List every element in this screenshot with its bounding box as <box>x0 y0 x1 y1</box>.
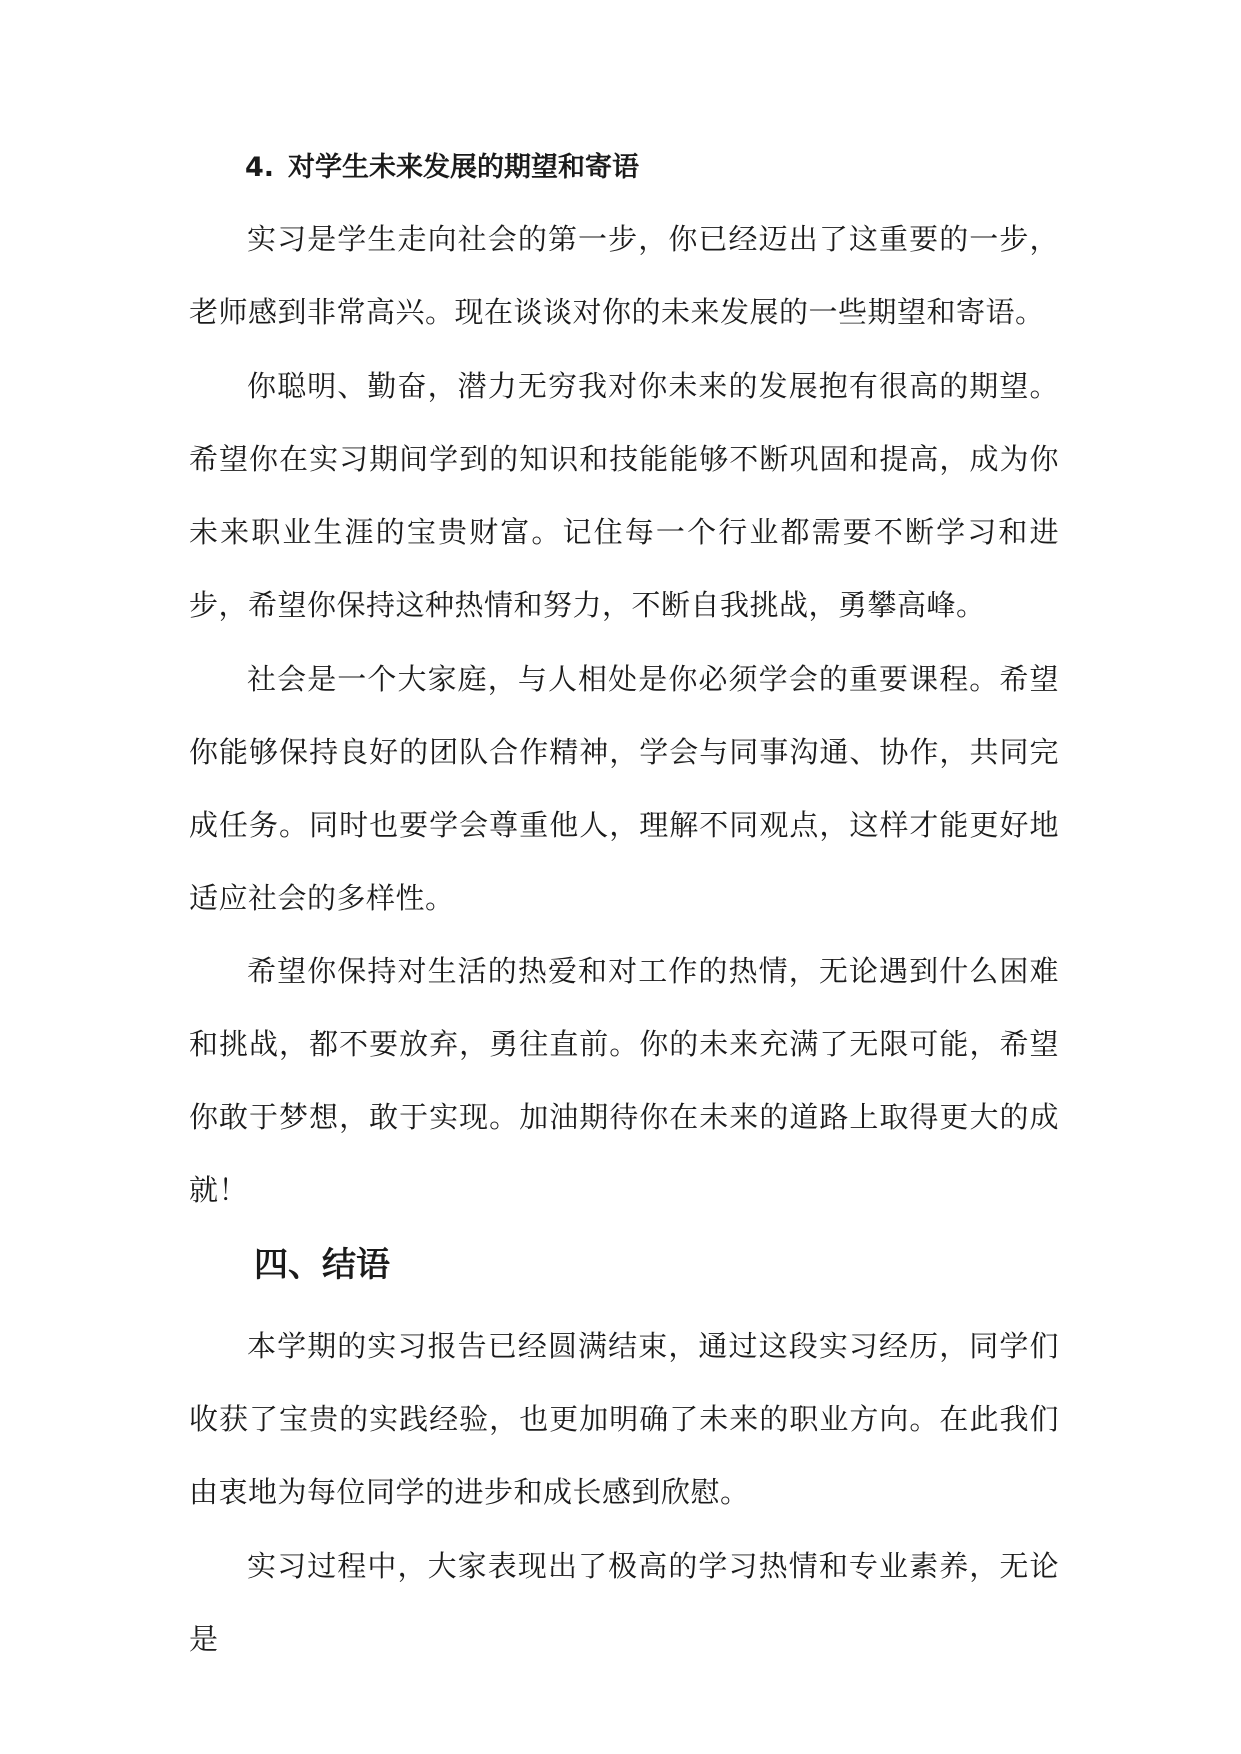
section-title: 对学生未来发展的期望和寄语 <box>288 152 640 183</box>
section-number: 4. <box>245 152 275 183</box>
paragraph-expectations: 你聪明、勤奋，潜力无穷我对你未来的发展抱有很高的期望。希望你在实习期间学到的知识和技能能够不断巩固和提高，成为你未来职业生涯的宝贵财富。记住每一个行业都需要不断学习和进步，希望你保持这种热情和努力，不断自我挑战，勇攀高峰。 <box>189 369 1059 622</box>
paragraph-passion: 希望你保持对生活的热爱和对工作的热情，无论遇到什么困难和挑战，都不要放弃，勇往直前。你的未来充满了无限可能，希望你敢于梦想，敢于实现。加油期待你在未来的道路上取得更大的成就！ <box>189 954 1059 1207</box>
paragraph-internship-process: 实习过程中，大家表现出了极高的学习热情和专业素养，无论是 <box>189 1549 1059 1656</box>
paragraph-semester-summary: 本学期的实习报告已经圆满结束，通过这段实习经历，同学们收获了宝贵的实践经验，也更加明确了未来的职业方向。在此我们由衷地为每位同学的进步和成长感到欣慰。 <box>189 1329 1059 1509</box>
conclusion-heading: 四、结语 <box>254 1245 390 1285</box>
paragraph-teamwork: 社会是一个大家庭，与人相处是你必须学会的重要课程。希望你能够保持良好的团队合作精神，学会与同事沟通、协作，共同完成任务。同时也要学会尊重他人，理解不同观点，这样才能更好地适应社会的多样性。 <box>189 662 1059 915</box>
paragraph-internship-first-step: 实习是学生走向社会的第一步，你已经迈出了这重要的一步，老师感到非常高兴。现在谈谈对你的未来发展的一些期望和寄语。 <box>189 222 1059 329</box>
section-subheading <box>245 148 639 188</box>
